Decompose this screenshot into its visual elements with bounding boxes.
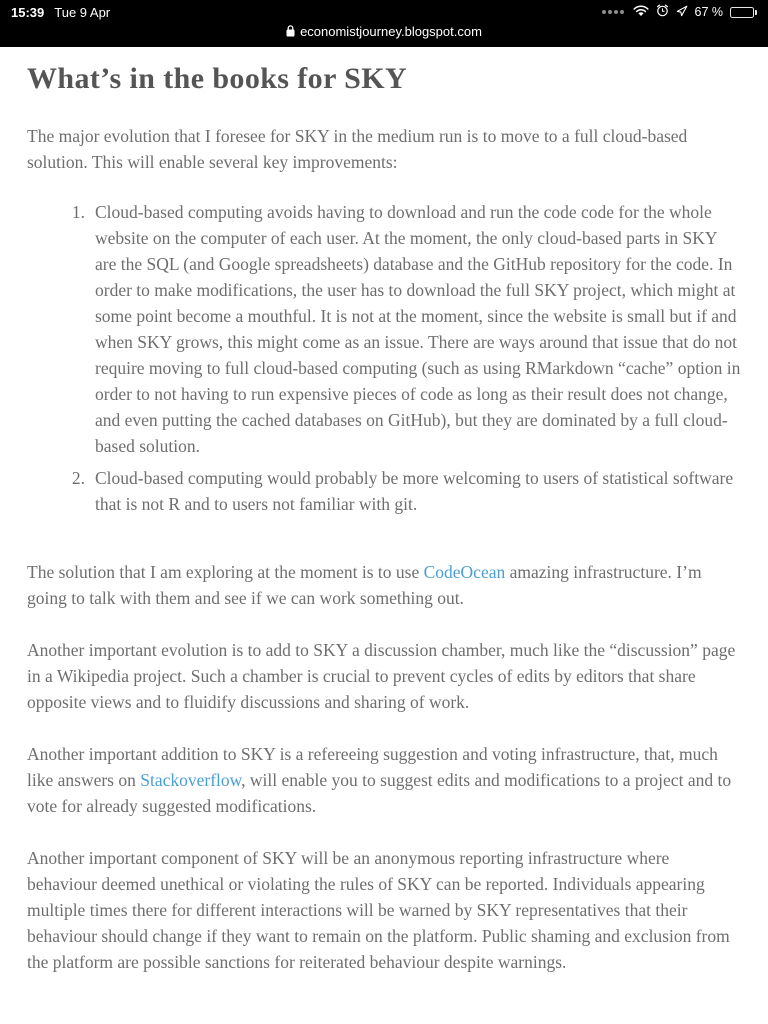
list-item [27, 465, 741, 517]
battery-percent: 67 % [694, 5, 723, 19]
list-item-number: 1. [71, 202, 85, 222]
cellular-signal-icon [602, 10, 624, 14]
clock-time: 15:39 [11, 4, 45, 20]
lock-icon [286, 25, 295, 37]
location-icon [676, 5, 688, 20]
intro-paragraph: The major evolution that I foresee for SKY in the medium run is to move to a full cloud-based solution. This will enable several key improvements: [27, 126, 688, 172]
top-black-bar [0, 0, 768, 47]
codeocean-link[interactable]: CodeOcean [423, 562, 506, 582]
paragraph-codeocean [27, 559, 741, 611]
url-bar[interactable] [0, 22, 768, 40]
list-item [27, 199, 741, 459]
paragraph-text: amazing infrastructure. I’m going to talk with them and see if we can work something out. [27, 562, 702, 608]
wifi-icon [633, 5, 649, 20]
list-item-text: Cloud-based computing avoids having to download and run the code code for the whole website on the computer of each user. At the moment, the only cloud-based parts in SKY are the SQL (and Google spreadsheets) database and the GitHub repository for the code. In order to make modifications, the user has to download the full SKY project, which might at some point become a mouthful. It is not at the moment, since the website is small but if and when SKY grows, this might come as an issue. There are ways around that issue that do not require moving to full cloud-based computing (such as using RMarkdown “cache” option in order to not having to run expensive pieces of code as long as their result does not change, and even putting the cached databases on GitHub), but they are dominated by a full cloud-based solution. [95, 202, 741, 456]
paragraph-refereeing [27, 741, 741, 819]
paragraph-text: , will enable you to suggest edits and modifications to a project and to vote for already suggested modifications. [27, 770, 732, 816]
paragraph-text: The solution that I am exploring at the moment is to use [27, 562, 424, 582]
paragraph-discussion: Another important evolution is to add to SKY a discussion chamber, much like the “discussion” page in a Wikipedia project. Such a chamber is crucial to prevent cycles of edits by editors that share opposite views and to fluidify discussions and sharing of work. [27, 640, 736, 712]
clock-date: Tue 9 Apr [54, 4, 111, 20]
article-content [0, 47, 768, 1024]
page-title: What’s in the books for SKY [27, 62, 408, 95]
battery-icon [730, 7, 757, 18]
url-domain[interactable]: economistjourney.blogspot.com [300, 23, 482, 39]
list-item-number: 2. [71, 468, 85, 488]
key-improvements-list [27, 199, 741, 517]
list-item-text: Cloud-based computing would probably be more welcoming to users of statistical software that is not R and to users not familiar with git. [95, 468, 734, 514]
paragraph-text: Another important addition to SKY is a refereeing suggestion and voting infrastructure, that, much like answers on [27, 744, 718, 790]
stackoverflow-link[interactable]: Stackoverflow [140, 770, 242, 790]
paragraph-reporting: Another important component of SKY will be an anonymous reporting infrastructure where behaviour deemed unethical or violating the rules of SKY can be reported. Individuals appearing multiple times there for different interactions will be warned by SKY representatives that their behaviour should change if they want to remain on the platform. Public shaming and exclusion from the platform are possible sanctions for reiterated behaviour despite warnings. [27, 848, 730, 972]
alarm-icon [656, 4, 669, 20]
status-bar [0, 2, 768, 22]
